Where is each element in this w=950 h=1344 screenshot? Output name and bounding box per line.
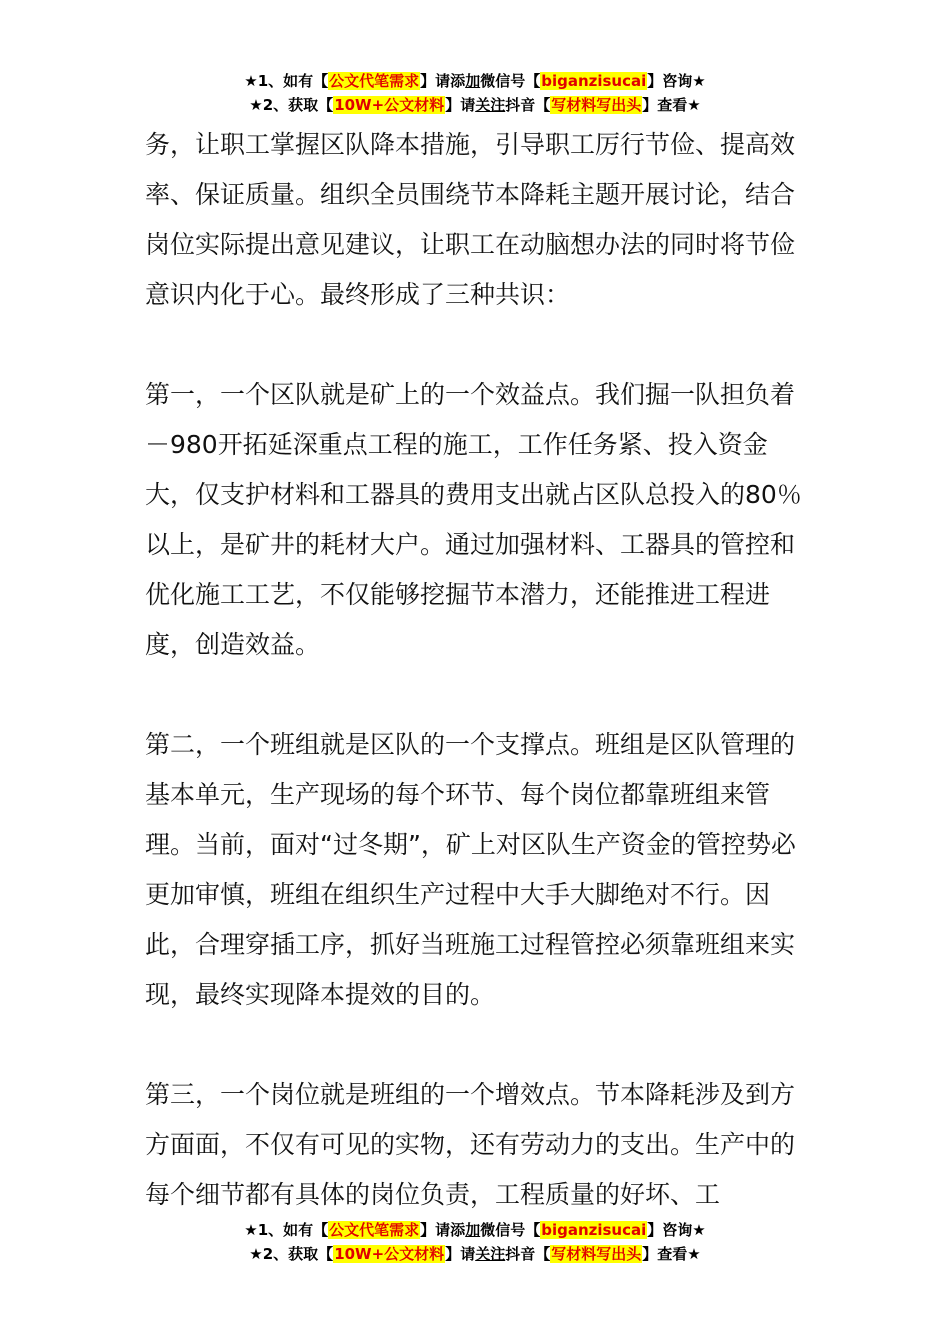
banner-line-2 [0,93,950,117]
banner-line-1 [0,69,950,93]
banner-text: 】咨询★ [647,1221,706,1239]
document-body [145,120,810,1220]
banner-text: ★1、如有【 [244,1221,329,1239]
footer-banner [0,1218,950,1266]
banner-text: ★2、获取【 [249,1245,334,1263]
underlined-text: 关注 [475,96,506,114]
banner-text: 】咨询★ [647,72,706,90]
highlight-wechat-id: biganzisucai [541,1221,647,1239]
banner-text: 】请添 [420,72,466,90]
highlight-douyin-id: 写材料写出头 [551,1245,642,1263]
banner-text: ★2、获取【 [249,96,334,114]
highlight-materials: 10W+公文材料 [334,1245,445,1263]
header-banner [0,69,950,117]
banner-text: ★1、如有【 [244,72,329,90]
banner-text: 微信号【 [480,1221,541,1239]
paragraph: 第二，一个班组就是区队的一个支撑点。班组是区队管理的基本单元，生产现场的每个环节、每个岗位都靠班组来管理。当前，面对“过冬期”，矿上对区队生产资金的管控势必更加审慎，班组在组织生产过程中大手大脚绝对不行。因此，合理穿插工序，抓好当班施工过程管控必须靠班组来实现，最终实现降本提效的目的。 [145,730,796,1009]
banner-line-2 [0,1242,950,1266]
paragraph: 务，让职工掌握区队降本措施，引导职工厉行节俭、提高效率、保证质量。组织全员围绕节本降耗主题开展讨论，结合岗位实际提出意见建议，让职工在动脑想办法的同时将节俭意识内化于心。最终形成了三种共识： [145,130,796,309]
underlined-text: 加 [465,1221,481,1239]
banner-text: 】查看★ [642,1245,701,1263]
banner-text: 抖音【 [505,1245,551,1263]
paragraph: 第三，一个岗位就是班组的一个增效点。节本降耗涉及到方方面面，不仅有可见的实物，还有劳动力的支出。生产中的每个细节都有具体的岗位负责，工程质量的好坏、工 [145,1080,796,1209]
highlight-materials: 10W+公文材料 [334,96,445,114]
banner-text: 微信号【 [480,72,541,90]
highlight-service: 公文代笔需求 [329,72,420,90]
banner-text: 】查看★ [642,96,701,114]
banner-text: 】请 [445,1245,476,1263]
banner-text: 】请 [445,96,476,114]
highlight-wechat-id: biganzisucai [541,72,647,90]
highlight-douyin-id: 写材料写出头 [551,96,642,114]
banner-text: 抖音【 [505,96,551,114]
highlight-service: 公文代笔需求 [329,1221,420,1239]
banner-line-1 [0,1218,950,1242]
banner-text: 】请添 [420,1221,466,1239]
underlined-text: 加 [465,72,481,90]
underlined-text: 关注 [475,1245,506,1263]
paragraph: 第一，一个区队就是矿上的一个效益点。我们掘一队担负着－980开拓延深重点工程的施工，工作任务紧、投入资金大，仅支护材料和工器具的费用支出就占区队总投入的80％以上，是矿井的耗材大户。通过加强材料、工器具的管控和优化施工工艺，不仅能够挖掘节本潜力，还能推进工程进度，创造效益。 [145,380,802,659]
